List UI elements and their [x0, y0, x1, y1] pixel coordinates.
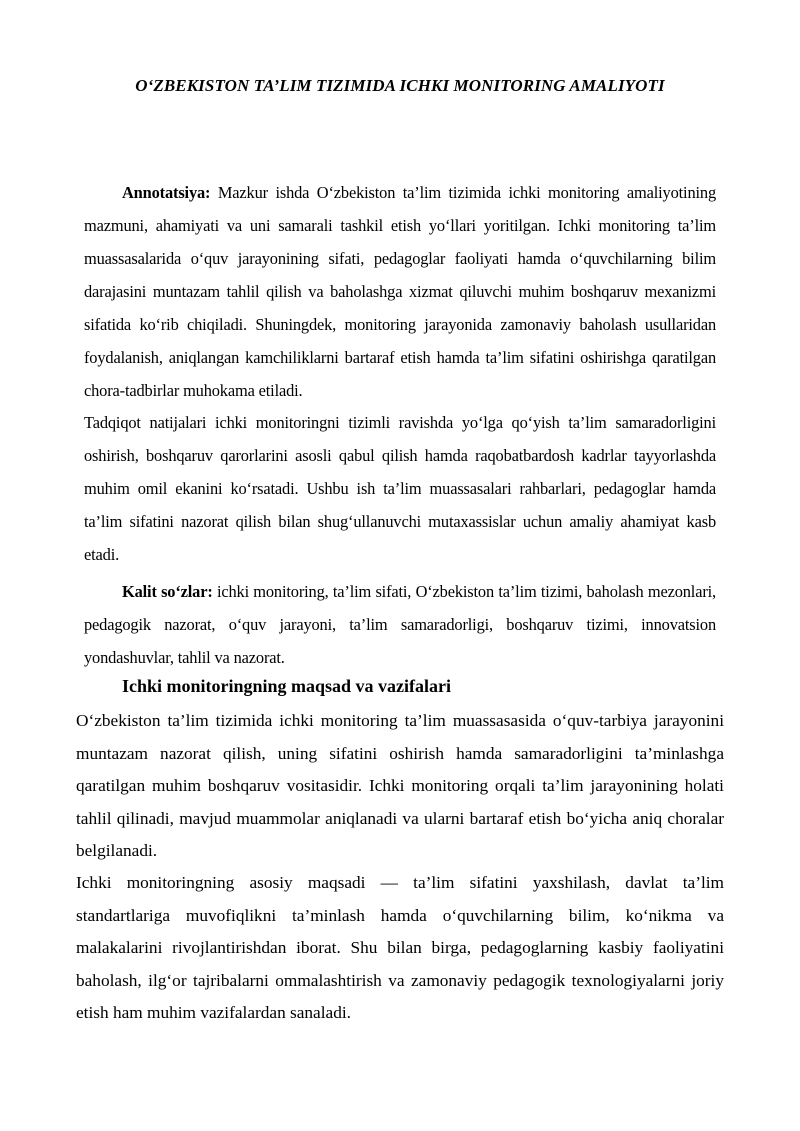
keywords-paragraph: [84, 575, 716, 674]
abstract-continuation: [84, 406, 716, 571]
section-heading: Ichki monitoringning maqsad va vazifalari: [122, 676, 452, 696]
abstract-text: Mazkur ishda O‘zbekiston ta’lim tizimida ichki monitoring amaliyotining mazmuni, ahamiyati va uni samarali tashkil etish yo‘llari yoritilgan. Ichki monitoring ta’lim muassasalarida o‘quv jarayonining sifati, pedagoglar faoliyati hamda o‘quvchilarning bilim darajasini muntazam tahlil qilish va baholashga xizmat qiluvchi muhim boshqaruv mexanizmi sifatida ko‘rib chiqiladi. Shuningdek, monitoring jarayonida zamonaviy baholash usullaridan foydalanish, aniqlangan kamchiliklarni bartaraf etish hamda ta’lim sifatini oshirishga qaratilgan chora-tadbirlar muhokama etiladi.: [84, 183, 716, 400]
section-paragraph-1: O‘zbekiston ta’lim tizimida ichki monitoring ta’lim muassasasida o‘quv-tarbiya jarayonini muntazam nazorat qilish, uning sifatini oshirish hamda samaradorligini ta’minlashga qaratilgan muhim boshqaruv vositasidir. Ichki monitoring orqali ta’lim jarayonining holati tahlil qilinadi, mavjud muammolar aniqlanadi va ularni bartaraf etish bo‘yicha aniq choralar belgilanadi.: [76, 711, 724, 860]
keywords-label: Kalit so‘zlar:: [122, 582, 213, 601]
keywords-text: ichki monitoring, ta’lim sifati, O‘zbekiston ta’lim tizimi, baholash mezonlari, pedagogik nazorat, o‘quv jarayoni, ta’lim samaradorligi, boshqaruv tizimi, innovatsion yondashuvlar, tahlil va nazorat.: [84, 582, 716, 667]
document-title: O‘ZBEKISTON TA’LIM TIZIMIDA ICHKI MONITORING AMALIYOTI: [135, 76, 665, 95]
abstract: [84, 176, 716, 407]
abstract-paragraph-2: Tadqiqot natijalari ichki monitoringni tizimli ravishda yo‘lga qo‘yish ta’lim samaradorligini oshirish, boshqaruv qarorlarini asosli qabul qilish hamda raqobatbardosh kadrlar tayyorlashda muhim omil ekanini ko‘rsatadi. Ushbu ish ta’lim muassasalari rahbarlari, pedagoglar hamda ta’lim sifatini nazorat qilish bilan shug‘ullanuvchi mutaxassislar uchun amaliy ahamiyat kasb etadi.: [84, 413, 716, 564]
abstract-paragraph: [84, 176, 716, 407]
section-paragraph-2: Ichki monitoringning asosiy maqsadi — ta’lim sifatini yaxshilash, davlat ta’lim standartlariga muvofiqlikni ta’minlash hamda o‘quvchilarning bilim, ko‘nikma va malakalarini rivojlantirishdan iborat. Shu bilan birga, pedagoglarning kasbiy faoliyatini baholash, ilg‘or tajribalarni ommalashtirish va zamonaviy pedagogik texnologiyalarni joriy etish ham muhim vazifalardan sanaladi.: [76, 873, 724, 1022]
abstract-label: Annotatsiya:: [122, 183, 211, 202]
keywords: [84, 575, 716, 674]
